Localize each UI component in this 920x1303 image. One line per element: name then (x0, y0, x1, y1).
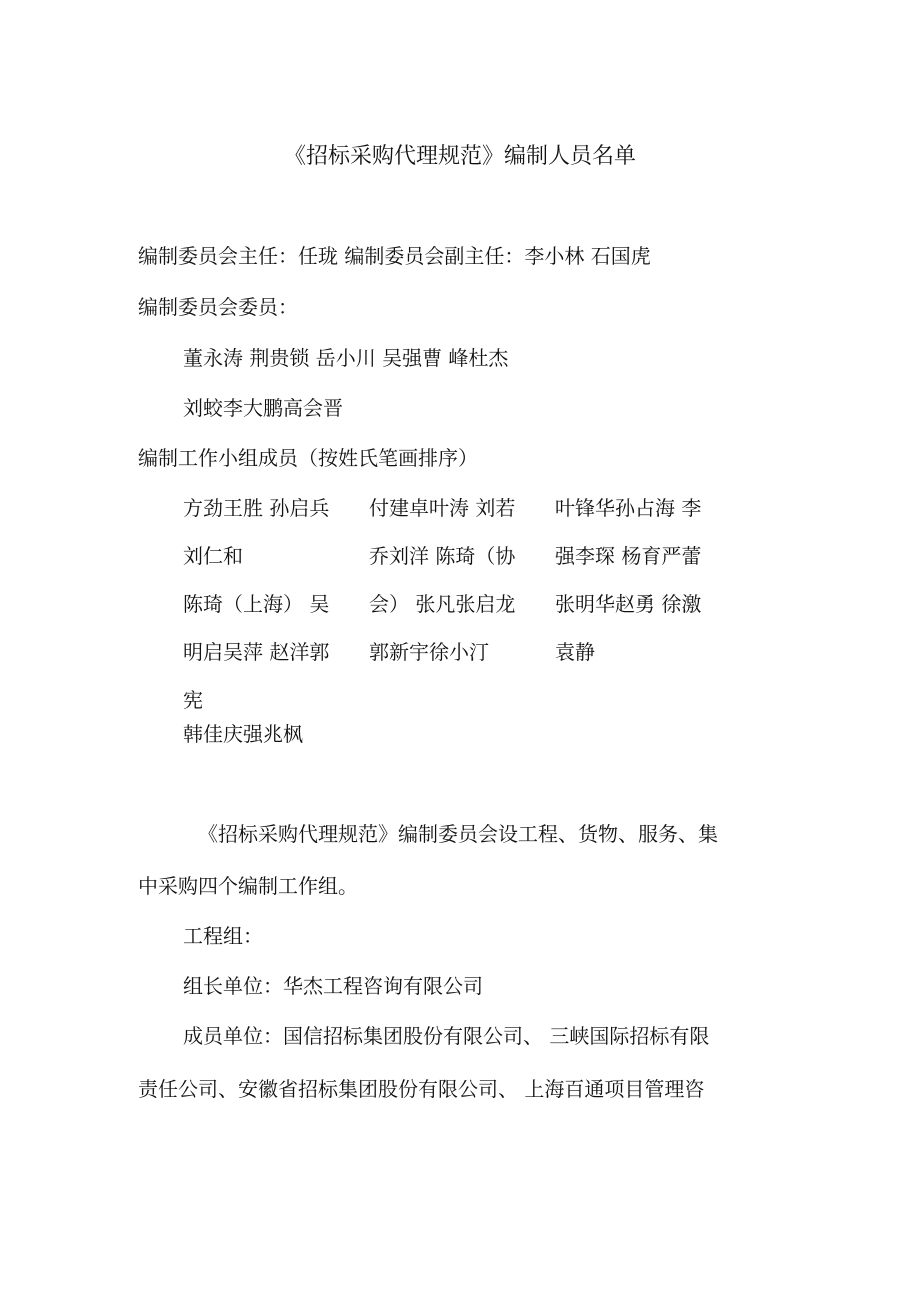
list-item: 叶锋华孙占海 李 (555, 496, 702, 520)
list-item: 方劲王胜 孙启兵 (183, 496, 330, 520)
member-units-line-1: 成员单位：国信招标集团股份有限公司、 三峡国际招标有限 (183, 1024, 710, 1048)
committee-members-line-1: 董永涛 荆贵锁 岳小川 吴强曹 峰杜杰 (183, 346, 509, 370)
page-title: 《招标采购代理规范》编制人员名单 (283, 144, 636, 169)
list-item: 刘仁和 (183, 544, 243, 568)
member-units-line-2: 责任公司、安徽省招标集团股份有限公司、 上海百通项目管理咨 (138, 1077, 705, 1101)
intro-paragraph-line-2: 中采购四个编制工作组。 (138, 874, 358, 898)
list-item: 韩佳庆强兆枫 (183, 722, 303, 746)
committee-leaders: 编制委员会主任：任珑 编制委员会副主任：李小林 石国虎 (138, 244, 651, 268)
list-item: 明启吴萍 赵洋郭 (183, 640, 330, 664)
list-item: 宪 (183, 688, 203, 712)
workgroup-label: 编制工作小组成员（按姓氏笔画排序） (138, 446, 478, 470)
list-item: 张明华赵勇 徐激 (555, 592, 702, 616)
list-item: 袁静 (555, 640, 595, 664)
intro-paragraph-line-1: 《招标采购代理规范》编制委员会设工程、货物、服务、集 (198, 822, 718, 846)
list-item: 付建卓叶涛 刘若 (369, 496, 516, 520)
list-item: 乔刘洋 陈琦（协 (369, 544, 516, 568)
list-item: 陈琦（上海） 吴 (183, 592, 330, 616)
list-item: 强李琛 杨育严蕾 (555, 544, 702, 568)
list-item: 郭新宇徐小汀 (369, 640, 489, 664)
engineering-group-label: 工程组： (183, 924, 263, 948)
list-item: 会） 张凡张启龙 (369, 592, 516, 616)
committee-members-label: 编制委员会委员： (138, 295, 298, 319)
committee-members-line-2: 刘蛟李大鹏高会晋 (183, 396, 343, 420)
leader-unit: 组长单位：华杰工程咨询有限公司 (183, 974, 483, 998)
